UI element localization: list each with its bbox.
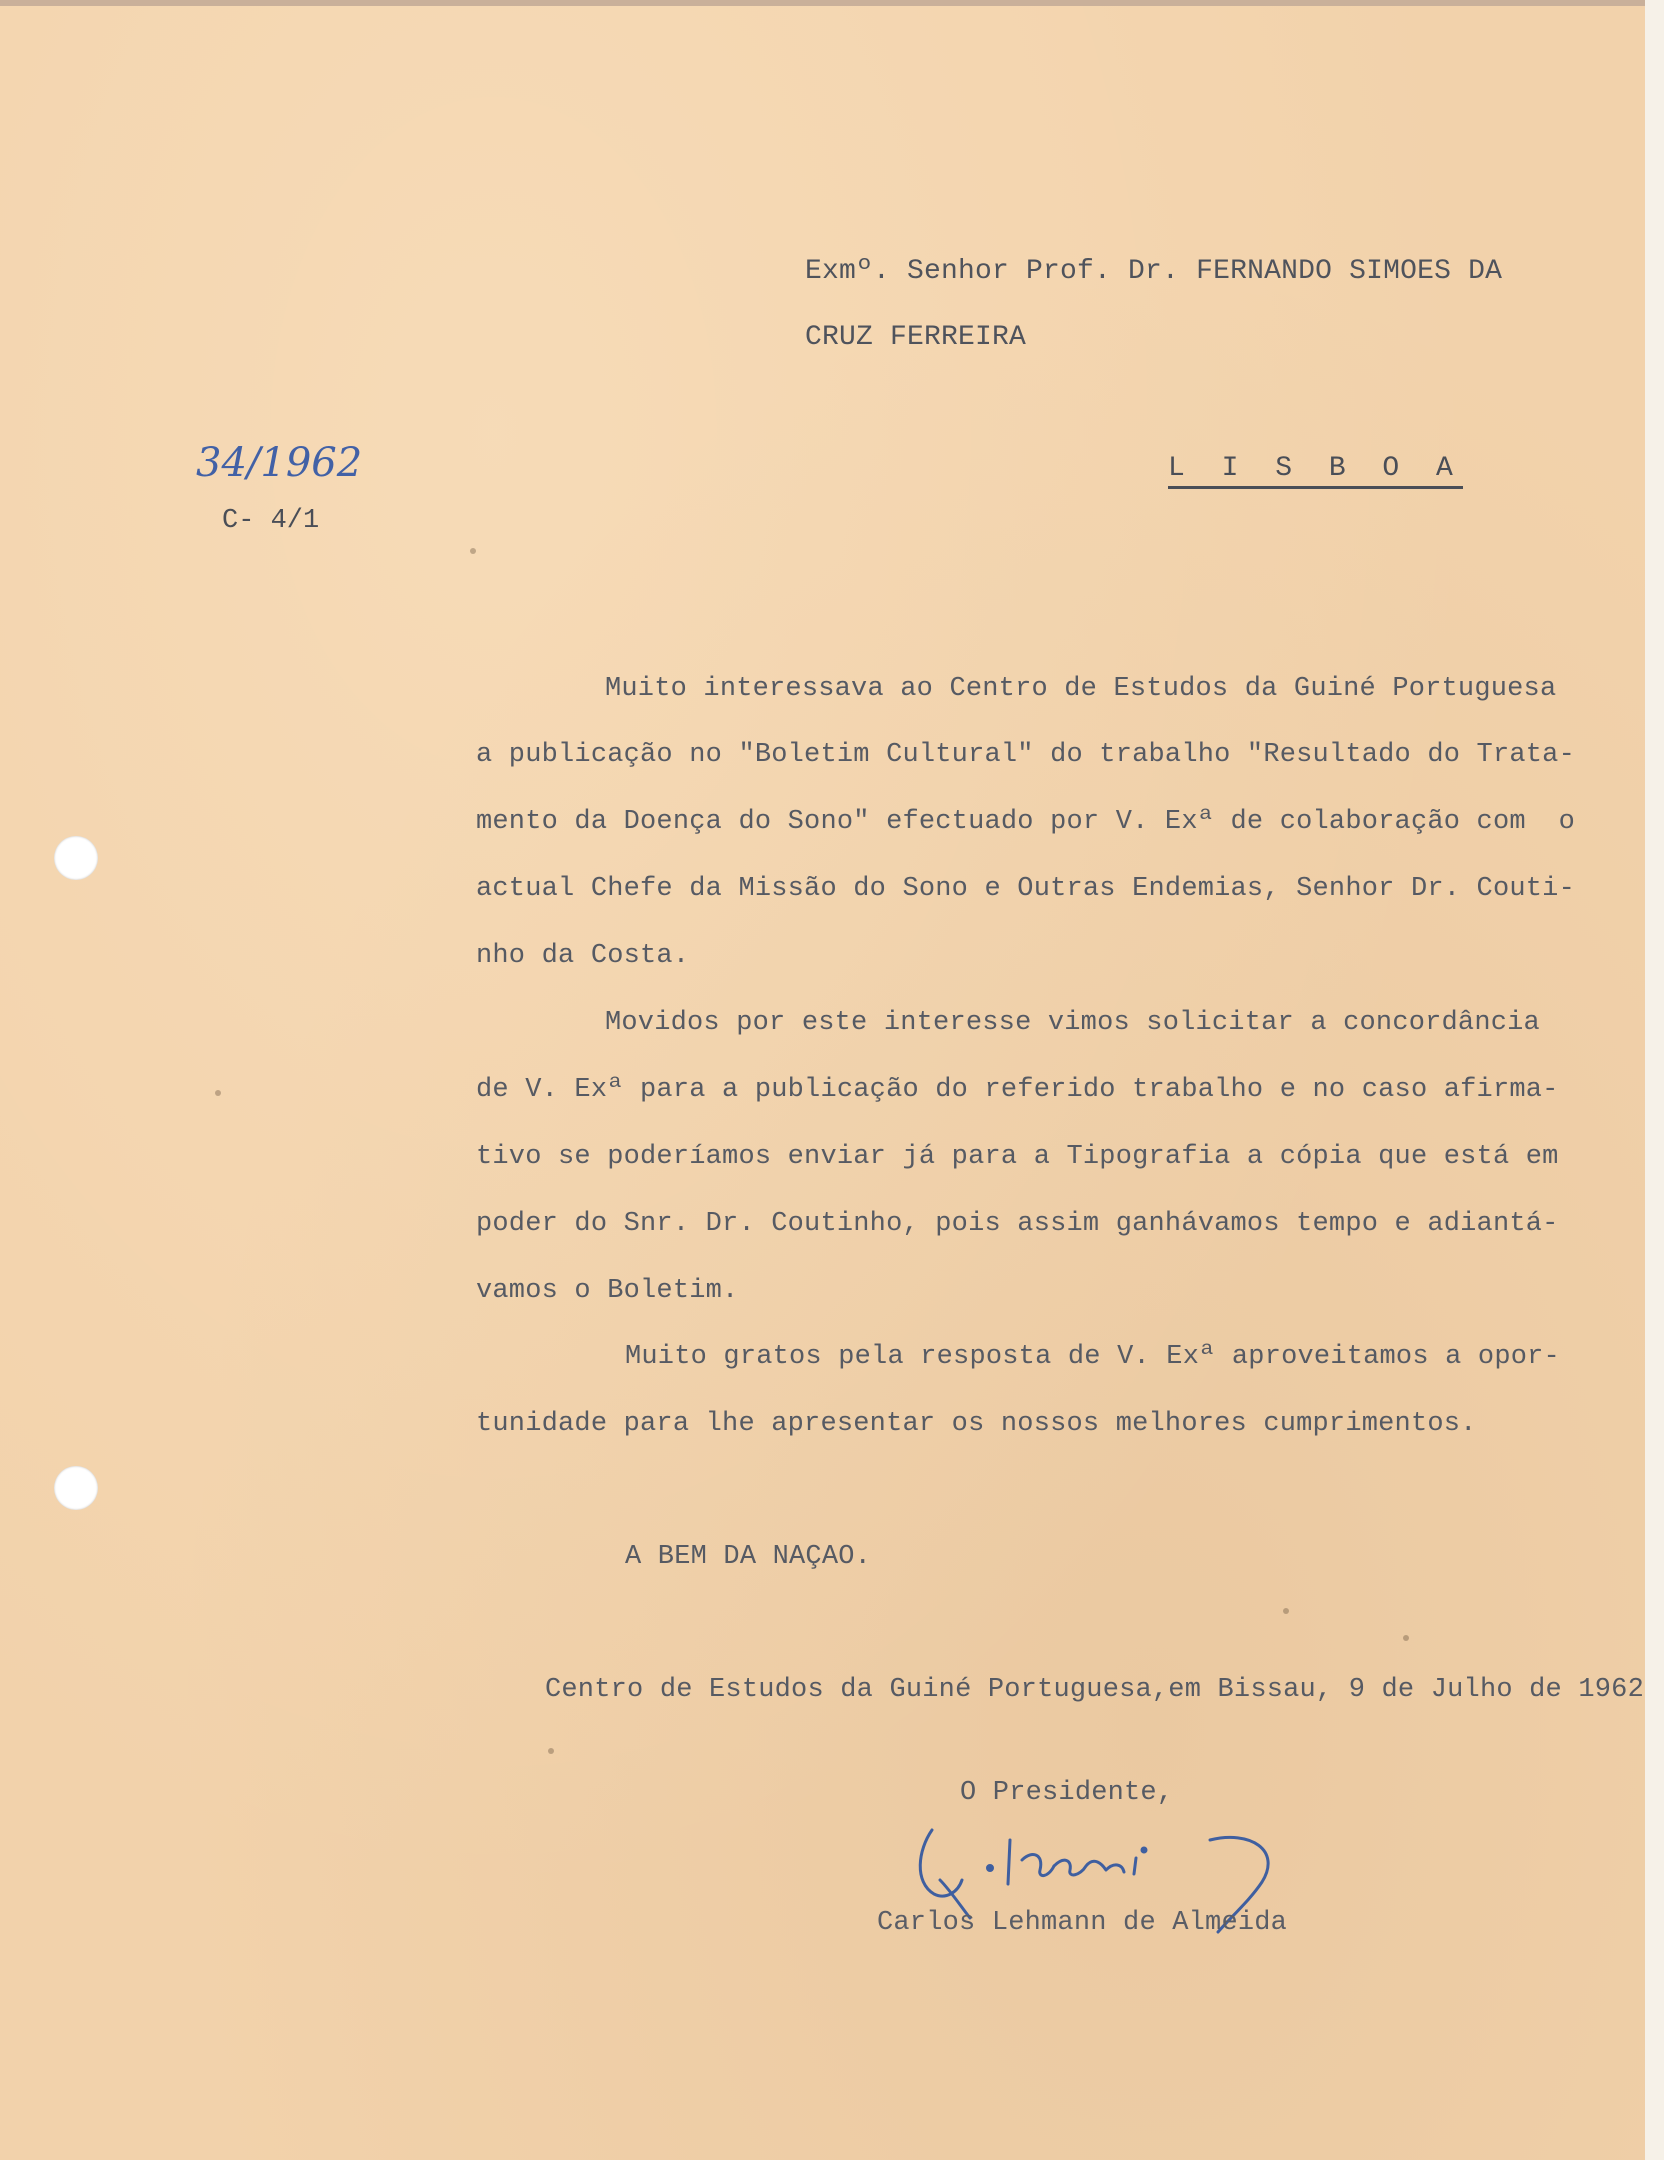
paper-speck	[215, 1090, 221, 1096]
reference-code: C- 4/1	[222, 506, 320, 536]
signer-title: O Presidente,	[960, 1778, 1174, 1808]
body-line-8: tivo se poderíamos enviar já para a Tipografia a cópia que está em	[476, 1142, 1559, 1172]
body-line-1: Muito interessava ao Centro de Estudos da Guiné Portuguesa	[605, 674, 1557, 704]
paper-speck	[470, 548, 476, 554]
body-line-10: vamos o Boletim.	[476, 1276, 739, 1306]
body-line-4: actual Chefe da Missão do Sono e Outras Endemias, Senhor Dr. Couti-	[476, 874, 1575, 904]
signer-name: Carlos Lehmann de Almeida	[877, 1908, 1288, 1938]
body-line-9: poder do Snr. Dr. Coutinho, pois assim ganhávamos tempo e adiantá-	[476, 1209, 1559, 1239]
punch-hole-lower	[54, 1466, 98, 1510]
body-line-5: nho da Costa.	[476, 941, 690, 971]
scan-margin	[1645, 0, 1664, 2160]
paper-speck	[548, 1748, 554, 1754]
place-and-date: Centro de Estudos da Guiné Portuguesa,em Bissau, 9 de Julho de 1962	[545, 1675, 1644, 1705]
body-line-7: de V. Exª para a publicação do referido trabalho e no caso afirma-	[476, 1075, 1559, 1105]
punch-hole-upper	[54, 836, 98, 880]
body-line-3: mento da Doença do Sono" efectuado por V. Exª de colaboração com o	[476, 807, 1575, 837]
page-top-edge	[0, 0, 1645, 6]
recipient-line-1: Exmº. Senhor Prof. Dr. FERNANDO SIMOES DA	[805, 256, 1503, 287]
paper-speck	[1283, 1608, 1289, 1614]
paper-speck	[1403, 1635, 1409, 1641]
body-line-2: a publicação no "Boletim Cultural" do trabalho "Resultado do Trata-	[476, 740, 1575, 770]
recipient-city: L I S B O A	[1168, 453, 1463, 489]
recipient-line-2: CRUZ FERREIRA	[805, 322, 1027, 353]
body-line-12: tunidade para lhe apresentar os nossos melhores cumprimentos.	[476, 1409, 1477, 1439]
closing-motto: A BEM DA NAÇAO.	[625, 1542, 872, 1572]
handwritten-reference-number: 34/1962	[196, 440, 363, 486]
body-line-6: Movidos por este interesse vimos solicitar a concordância	[605, 1008, 1540, 1038]
body-line-11: Muito gratos pela resposta de V. Exª aproveitamos a opor-	[625, 1342, 1560, 1372]
